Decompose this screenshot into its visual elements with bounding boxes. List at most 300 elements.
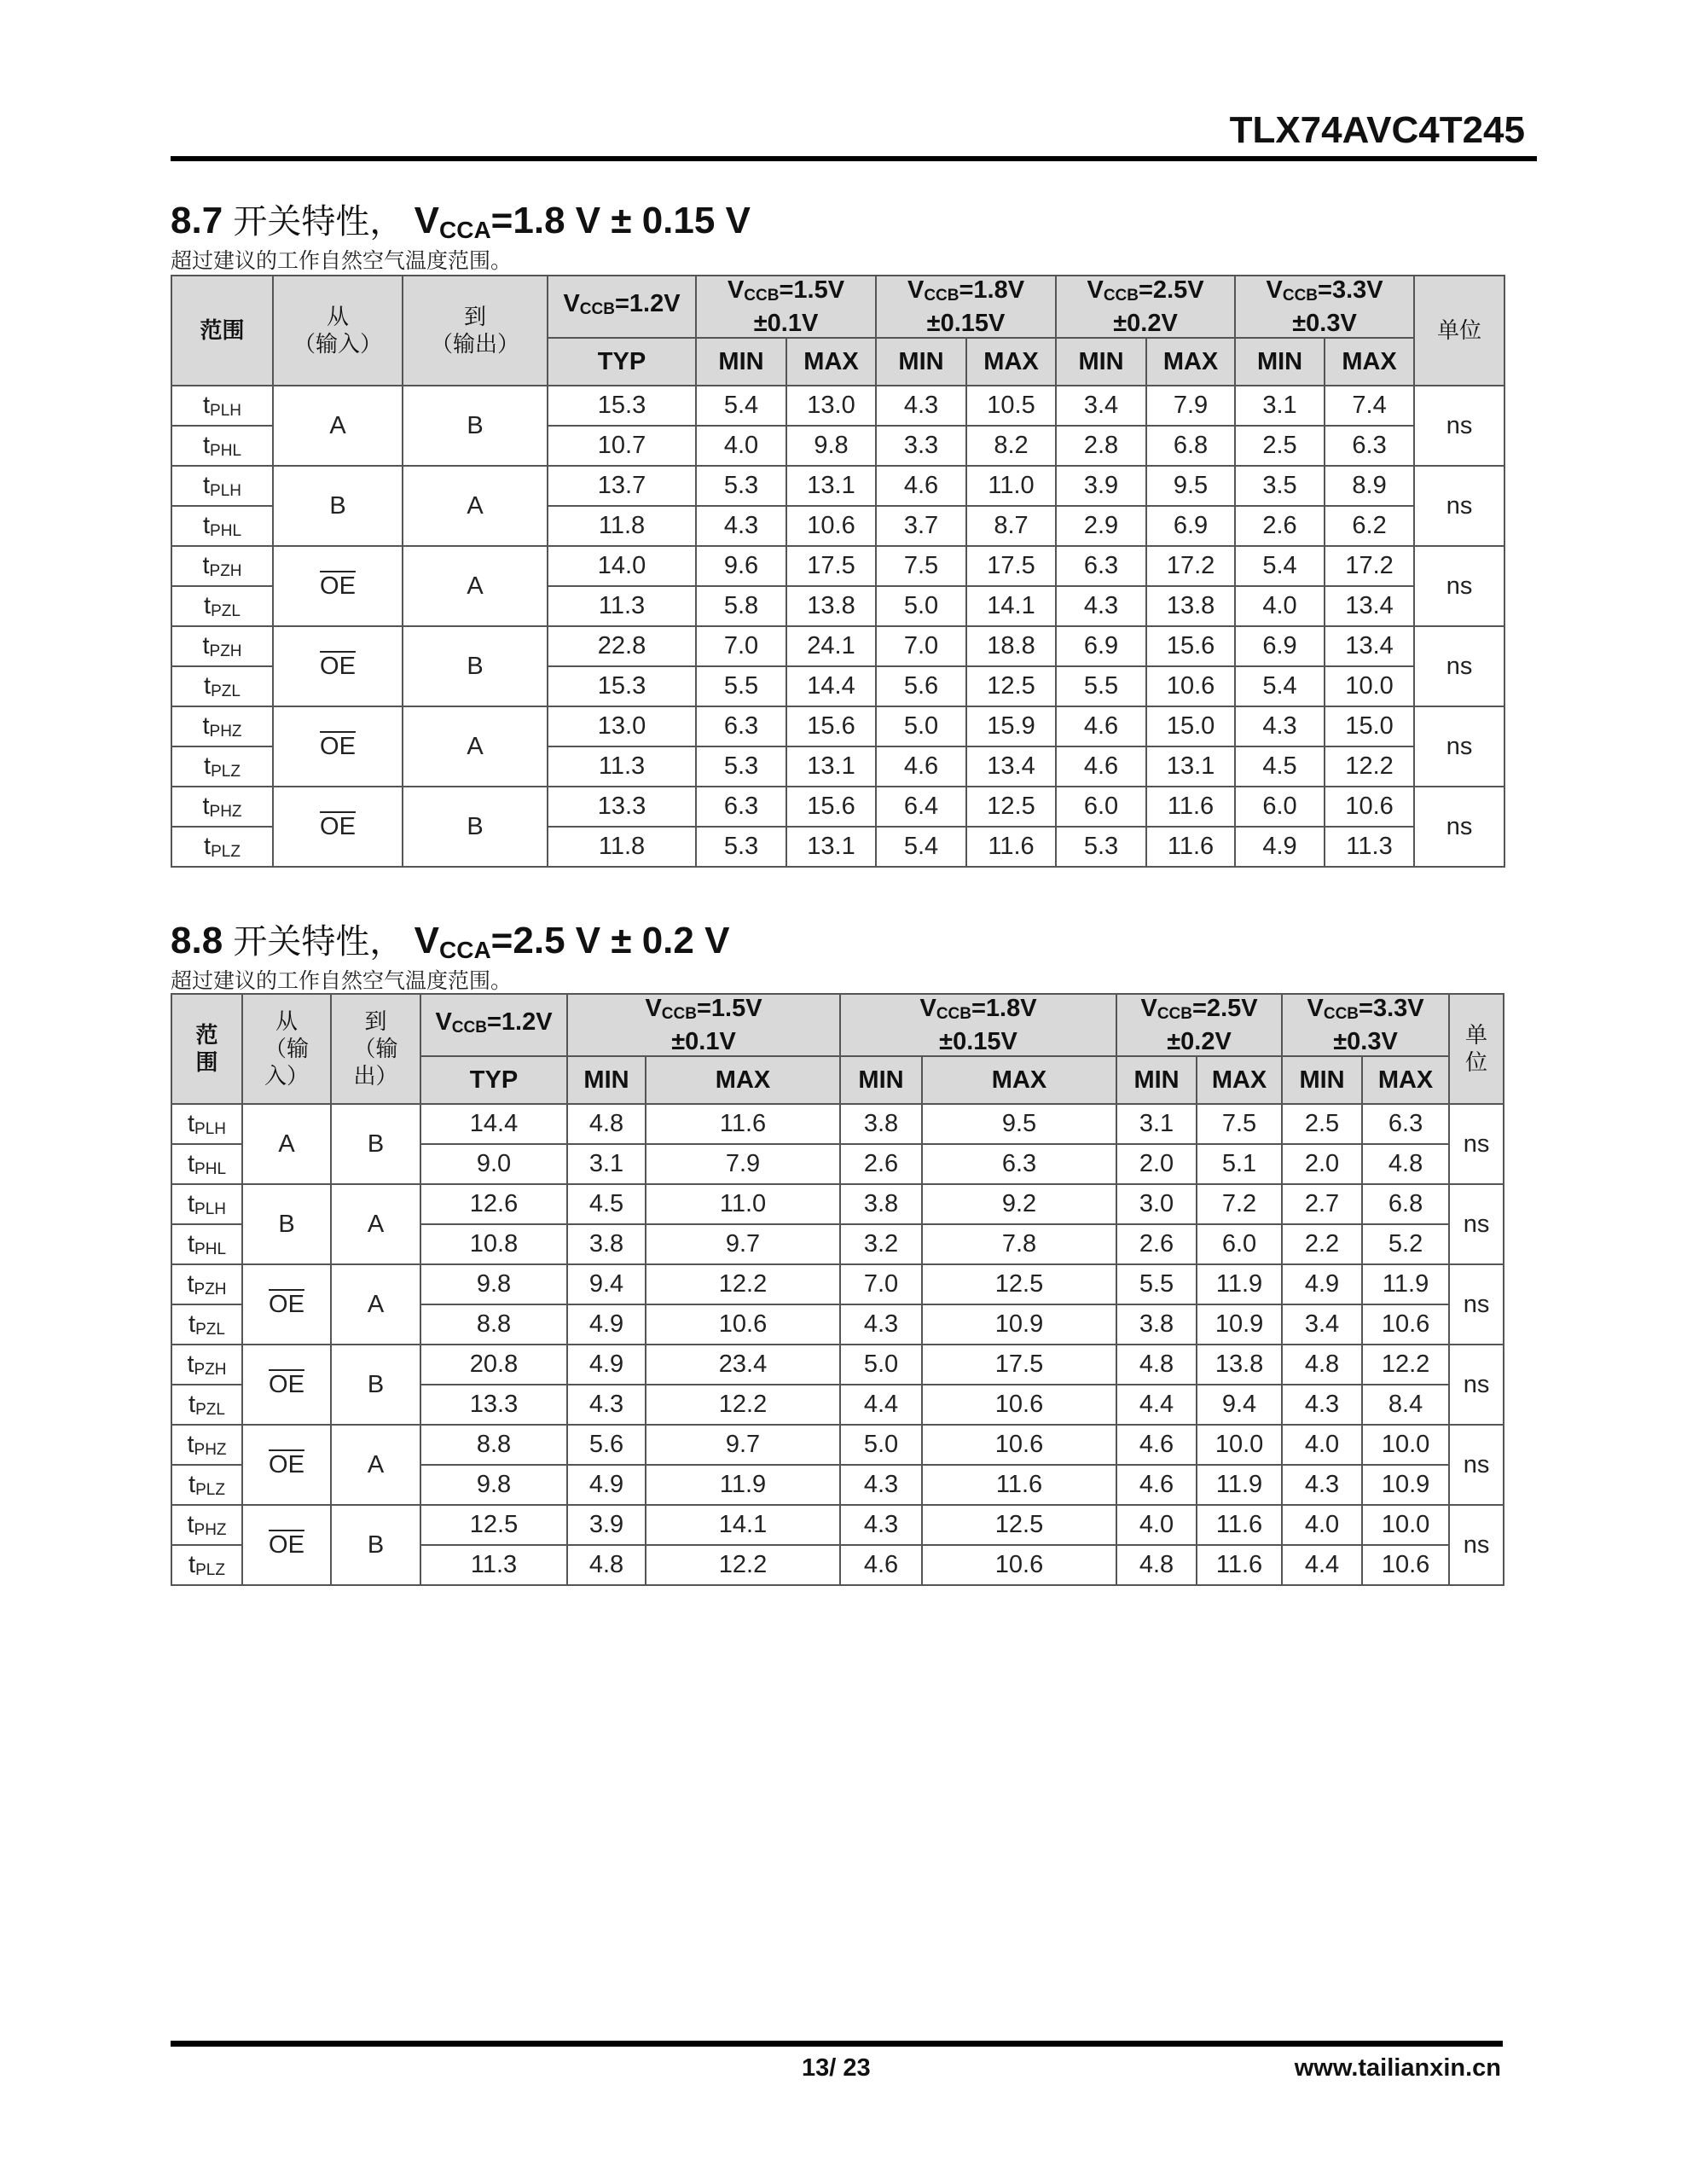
vccb-value: =1.2V [486,1008,553,1036]
value-cell: 5.0 [876,706,966,746]
value-cell: 13.1 [1146,746,1235,787]
value-cell: 6.9 [1235,626,1325,666]
to-pin: B [403,787,548,867]
value-cell: 11.8 [548,506,696,546]
value-cell: 9.8 [420,1465,567,1505]
from-pin [273,386,403,466]
header-vccb-group [876,276,1056,338]
value-cell: 5.8 [696,586,786,626]
value-cell: 6.9 [1056,626,1146,666]
value-cell: 17.5 [966,546,1056,586]
parameter-symbol: $t_{PZH}$ [171,1264,242,1304]
header-vccb-group [420,994,567,1056]
vccb-subscript: CCB [1282,287,1319,305]
value-cell: 8.9 [1325,466,1414,506]
unit-cell: ns [1414,626,1504,706]
value-cell: 17.5 [922,1345,1116,1385]
value-cell: 4.9 [1282,1264,1362,1304]
unit-cell: ns [1449,1505,1504,1585]
header-max: MAX [1197,1056,1282,1104]
parameter-symbol: $t_{PHL}$ [171,1144,242,1184]
value-cell: 13.8 [1197,1345,1282,1385]
vccb-symbol: V [435,1008,452,1036]
table-row [171,787,1504,827]
value-cell: 11.9 [646,1465,840,1505]
value-cell: 6.9 [1146,506,1235,546]
value-cell: 9.8 [786,426,876,466]
switching-characteristics-table-8-8 [171,993,1504,1586]
footer-rule [171,2041,1503,2047]
vccb-value: =2.5V [1139,276,1204,304]
table-row [171,1425,1504,1465]
vccb-value: =1.2V [614,290,681,317]
value-cell: 9.5 [922,1104,1116,1144]
value-cell: 9.4 [1197,1385,1282,1425]
value-cell: 4.3 [840,1304,922,1345]
vccb-value: =1.8V [971,995,1037,1022]
parameter-symbol: $t_{PHZ}$ [171,787,273,827]
value-cell: 5.4 [1235,666,1325,706]
value-cell: 10.6 [1362,1304,1449,1345]
vccb-value: =1.5V [779,276,845,304]
value-cell: 13.1 [786,827,876,867]
value-cell: 5.4 [1235,546,1325,586]
value-cell: 4.3 [1282,1465,1362,1505]
header-to [403,276,548,386]
value-cell: 17.2 [1146,546,1235,586]
table-row [171,466,1504,506]
from-pin [242,1425,331,1505]
value-cell: 3.3 [876,426,966,466]
parameter-symbol: $t_{PZL}$ [171,1385,242,1425]
value-cell: 14.4 [420,1104,567,1144]
header-vccb-group [548,276,696,338]
value-cell: 23.4 [646,1345,840,1385]
value-cell: 11.6 [646,1104,840,1144]
value-cell: 6.0 [1235,787,1325,827]
value-cell: 6.3 [696,787,786,827]
header-unit-label: 单位 [1437,318,1482,344]
from-pin [242,1505,331,1585]
vccb-value: =1.5V [696,995,762,1022]
from-pin-label: $\overline{OE}$ [320,652,356,680]
value-cell: 14.4 [786,666,876,706]
value-cell: 2.5 [1235,426,1325,466]
value-cell: 5.6 [567,1425,646,1465]
vcc-symbol: $V_{CCA}$ [414,920,491,963]
table-row [171,1345,1504,1385]
value-cell: 12.2 [1325,746,1414,787]
parameter-symbol: $t_{PHL}$ [171,426,273,466]
value-cell: 4.0 [1116,1505,1197,1545]
value-cell: 6.0 [1056,787,1146,827]
value-cell: 11.8 [548,827,696,867]
parameter-symbol: $t_{PLH}$ [171,386,273,426]
value-cell: 2.7 [1282,1184,1362,1224]
value-cell: 11.9 [1197,1465,1282,1505]
value-cell: 11.0 [646,1184,840,1224]
to-pin: B [331,1104,420,1184]
header-unit [1414,276,1504,386]
to-pin: B [403,626,548,706]
value-cell: 7.8 [922,1224,1116,1264]
value-cell: 11.3 [548,586,696,626]
vccb-tolerance: ±0.1V [671,1028,736,1055]
document-part-number: TLX74AVC4T245 [1229,109,1525,151]
value-cell: 11.9 [1197,1264,1282,1304]
value-cell: 4.9 [567,1465,646,1505]
unit-cell: ns [1449,1264,1504,1345]
value-cell: 3.0 [1116,1184,1197,1224]
value-cell: 4.4 [840,1385,922,1425]
vcc-symbol: $V_{CCA}$ [414,200,491,243]
parameter-symbol: $t_{PHZ}$ [171,1425,242,1465]
value-cell: 3.7 [876,506,966,546]
header-min: MIN [840,1056,922,1104]
value-cell: 9.0 [420,1144,567,1184]
header-vccb-group [840,994,1116,1056]
value-cell: 10.6 [922,1425,1116,1465]
value-cell: 3.4 [1056,386,1146,426]
from-pin [273,466,403,546]
from-pin [273,626,403,706]
table-row [171,546,1504,586]
parameter-symbol: $t_{PLH}$ [171,466,273,506]
vccb-tolerance: ±0.2V [1113,310,1178,337]
value-cell: 12.2 [1362,1345,1449,1385]
value-cell: 11.3 [548,746,696,787]
to-pin: B [331,1505,420,1585]
value-cell: 9.5 [1146,466,1235,506]
header-min: MIN [1282,1056,1362,1104]
value-cell: 12.2 [646,1385,840,1425]
from-pin-label: $\overline{OE}$ [269,1450,304,1478]
header-from-label: 从 [275,1008,298,1035]
header-max: MAX [966,338,1056,386]
from-pin-label: A [329,411,346,439]
to-pin: A [403,466,548,546]
header-vccb-group [1282,994,1449,1056]
unit-cell: ns [1449,1425,1504,1505]
header-from-sub: （输入） [293,331,382,357]
unit-cell: ns [1414,787,1504,867]
vccb-tolerance: ±0.15V [939,1028,1017,1055]
header-min: MIN [1235,338,1325,386]
value-cell: 3.9 [567,1505,646,1545]
value-cell: 9.7 [646,1224,840,1264]
header-range-label: 范围 [195,1022,218,1076]
value-cell: 9.7 [646,1425,840,1465]
value-cell: 12.2 [646,1264,840,1304]
value-cell: 11.6 [1197,1545,1282,1585]
header-to-label: 到 [364,1008,387,1035]
value-cell: 5.4 [876,827,966,867]
from-pin [273,706,403,787]
from-pin-label: $\overline{OE}$ [320,812,356,840]
value-cell: 4.0 [696,426,786,466]
header-to [331,994,420,1104]
value-cell: 10.6 [1362,1545,1449,1585]
vccb-symbol: V [1307,995,1324,1022]
to-pin: A [403,546,548,626]
header-to-sub: （输出） [353,1036,398,1089]
vccb-symbol: V [1266,276,1283,304]
value-cell: 13.4 [966,746,1056,787]
section-title-text: 开关特性， [233,922,404,961]
value-cell: 5.5 [1116,1264,1197,1304]
value-cell: 5.4 [696,386,786,426]
vccb-symbol: V [1140,995,1157,1022]
value-cell: 7.5 [876,546,966,586]
parameter-symbol: $t_{PLH}$ [171,1184,242,1224]
header-range [171,276,273,386]
value-cell: 11.6 [1197,1505,1282,1545]
value-cell: 4.3 [876,386,966,426]
value-cell: 6.3 [696,706,786,746]
value-cell: 2.8 [1056,426,1146,466]
value-cell: 3.1 [1235,386,1325,426]
value-cell: 15.3 [548,666,696,706]
value-cell: 3.1 [567,1144,646,1184]
value-cell: 5.5 [696,666,786,706]
value-cell: 4.0 [1235,586,1325,626]
value-cell: 15.0 [1325,706,1414,746]
value-cell: 10.0 [1325,666,1414,706]
header-from [273,276,403,386]
value-cell: 2.0 [1116,1144,1197,1184]
value-cell: 15.3 [548,386,696,426]
value-cell: 6.0 [1197,1224,1282,1264]
vccb-subscript: CCB [1103,287,1139,305]
value-cell: 2.2 [1282,1224,1362,1264]
value-cell: 11.6 [966,827,1056,867]
value-cell: 4.6 [840,1545,922,1585]
value-cell: 13.8 [786,586,876,626]
value-cell: 8.2 [966,426,1056,466]
value-cell: 9.6 [696,546,786,586]
header-unit-label: 单位 [1465,1022,1488,1076]
header-max: MAX [1146,338,1235,386]
value-cell: 4.8 [567,1104,646,1144]
value-cell: 4.3 [696,506,786,546]
value-cell: 3.9 [1056,466,1146,506]
value-cell: 12.5 [966,666,1056,706]
value-cell: 12.6 [420,1184,567,1224]
vccb-symbol: V [645,995,662,1022]
value-cell: 4.3 [840,1505,922,1545]
from-pin [273,787,403,867]
value-cell: 10.9 [1197,1304,1282,1345]
value-cell: 10.5 [966,386,1056,426]
value-cell: 5.0 [876,586,966,626]
value-cell: 5.3 [696,466,786,506]
header-max: MAX [786,338,876,386]
parameter-symbol: $t_{PZL}$ [171,586,273,626]
value-cell: 13.8 [1146,586,1235,626]
value-cell: 11.6 [1146,827,1235,867]
from-pin [242,1104,331,1184]
header-vccb-group [1056,276,1235,338]
value-cell: 3.1 [1116,1104,1197,1144]
header-min: MIN [1116,1056,1197,1104]
section-note: 超过建议的工作自然空气温度范围。 [171,968,513,993]
value-cell: 10.0 [1197,1425,1282,1465]
value-cell: 9.4 [567,1264,646,1304]
value-cell: 12.5 [922,1264,1116,1304]
value-cell: 5.0 [840,1425,922,1465]
value-cell: 13.7 [548,466,696,506]
parameter-symbol: $t_{PLZ}$ [171,1545,242,1585]
value-cell: 11.6 [922,1465,1116,1505]
parameter-symbol: $t_{PLZ}$ [171,746,273,787]
value-cell: 10.9 [1362,1465,1449,1505]
vccb-tolerance: ±0.15V [926,310,1006,337]
value-cell: 10.6 [786,506,876,546]
vccb-value: =1.8V [959,276,1025,304]
value-cell: 6.4 [876,787,966,827]
value-cell: 11.0 [966,466,1056,506]
value-cell: 13.0 [548,706,696,746]
value-cell: 4.8 [567,1545,646,1585]
value-cell: 11.3 [420,1545,567,1585]
value-cell: 5.0 [840,1345,922,1385]
value-cell: 4.6 [1116,1425,1197,1465]
value-cell: 5.1 [1197,1144,1282,1184]
value-cell: 12.5 [966,787,1056,827]
from-pin-label: $\overline{OE}$ [269,1290,304,1318]
parameter-symbol: $t_{PHL}$ [171,1224,242,1264]
vccb-value: =2.5V [1192,995,1258,1022]
value-cell: 18.8 [966,626,1056,666]
parameter-symbol: $t_{PLH}$ [171,1104,242,1144]
value-cell: 5.3 [696,746,786,787]
vccb-subscript: CCB [661,1005,697,1023]
value-cell: 5.3 [696,827,786,867]
value-cell: 4.3 [840,1465,922,1505]
value-cell: 6.3 [1362,1104,1449,1144]
from-pin [242,1345,331,1425]
value-cell: 7.9 [646,1144,840,1184]
vcc-value: =1.8 V ± 0.15 V [490,200,751,241]
vccb-symbol: V [919,995,936,1022]
vccb-symbol: V [907,276,925,304]
vccb-subscript: CCB [924,287,959,305]
value-cell: 5.3 [1056,827,1146,867]
section-number: 8.8 [171,920,223,961]
value-cell: 4.8 [1116,1545,1197,1585]
header-min: MIN [1056,338,1146,386]
value-cell: 10.6 [1146,666,1235,706]
value-cell: 6.2 [1325,506,1414,546]
value-cell: 13.3 [420,1385,567,1425]
parameter-symbol: $t_{PLZ}$ [171,1465,242,1505]
value-cell: 12.5 [922,1505,1116,1545]
parameter-symbol: $t_{PZL}$ [171,666,273,706]
value-cell: 4.9 [1235,827,1325,867]
switching-characteristics-table-8-7 [171,275,1505,868]
value-cell: 4.0 [1282,1425,1362,1465]
header-max: MAX [1362,1056,1449,1104]
website-link[interactable]: www.tailianxin.cn [1294,2054,1501,2082]
value-cell: 11.3 [1325,827,1414,867]
from-pin-label: $\overline{OE}$ [269,1370,304,1398]
value-cell: 2.6 [1235,506,1325,546]
unit-cell: ns [1449,1104,1504,1184]
value-cell: 3.5 [1235,466,1325,506]
from-pin-label: B [278,1210,295,1238]
table-row [171,1505,1504,1545]
value-cell: 13.1 [786,746,876,787]
section-title-text: 开关特性， [233,202,404,241]
from-pin [242,1184,331,1264]
value-cell: 10.6 [922,1385,1116,1425]
value-cell: 3.8 [1116,1304,1197,1345]
parameter-symbol: $t_{PZH}$ [171,1345,242,1385]
value-cell: 10.6 [922,1545,1116,1585]
value-cell: 15.6 [1146,626,1235,666]
header-max: MAX [1325,338,1414,386]
vccb-subscript: CCB [579,300,615,318]
vccb-subscript: CCB [451,1019,487,1037]
vccb-symbol: V [563,290,580,317]
header-unit [1449,994,1504,1104]
section-number: 8.7 [171,200,223,241]
vcc-value: =2.5 V ± 0.2 V [490,920,730,961]
value-cell: 13.4 [1325,586,1414,626]
value-cell: 7.9 [1146,386,1235,426]
header-vccb-group [696,276,876,338]
unit-cell: ns [1449,1345,1504,1425]
header-min: MIN [876,338,966,386]
value-cell: 2.9 [1056,506,1146,546]
value-cell: 6.8 [1362,1184,1449,1224]
from-pin-label: $\overline{OE}$ [269,1531,304,1559]
header-typ: TYP [548,338,696,386]
from-pin [273,546,403,626]
vccb-tolerance: ±0.3V [1292,310,1357,337]
value-cell: 6.8 [1146,426,1235,466]
value-cell: 4.4 [1282,1545,1362,1585]
from-pin-label: $\overline{OE}$ [320,732,356,760]
value-cell: 8.4 [1362,1385,1449,1425]
vccb-value: =3.3V [1318,276,1383,304]
value-cell: 10.0 [1362,1425,1449,1465]
value-cell: 2.6 [1116,1224,1197,1264]
value-cell: 10.6 [646,1304,840,1345]
parameter-symbol: $t_{PLZ}$ [171,827,273,867]
value-cell: 14.1 [966,586,1056,626]
header-to-sub: （输出） [430,331,519,357]
from-pin [242,1264,331,1345]
value-cell: 10.9 [922,1304,1116,1345]
unit-cell: ns [1414,386,1504,466]
header-min: MIN [567,1056,646,1104]
value-cell: 4.5 [1235,746,1325,787]
section-title-8-8 [171,915,729,964]
value-cell: 9.8 [420,1264,567,1304]
value-cell: 7.2 [1197,1184,1282,1224]
value-cell: 6.3 [1325,426,1414,466]
section-title-8-7 [171,195,751,244]
value-cell: 4.6 [876,746,966,787]
value-cell: 4.3 [1235,706,1325,746]
value-cell: 5.5 [1056,666,1146,706]
value-cell: 8.8 [420,1304,567,1345]
to-pin: B [403,386,548,466]
value-cell: 7.5 [1197,1104,1282,1144]
value-cell: 3.8 [840,1184,922,1224]
unit-cell: ns [1414,706,1504,787]
